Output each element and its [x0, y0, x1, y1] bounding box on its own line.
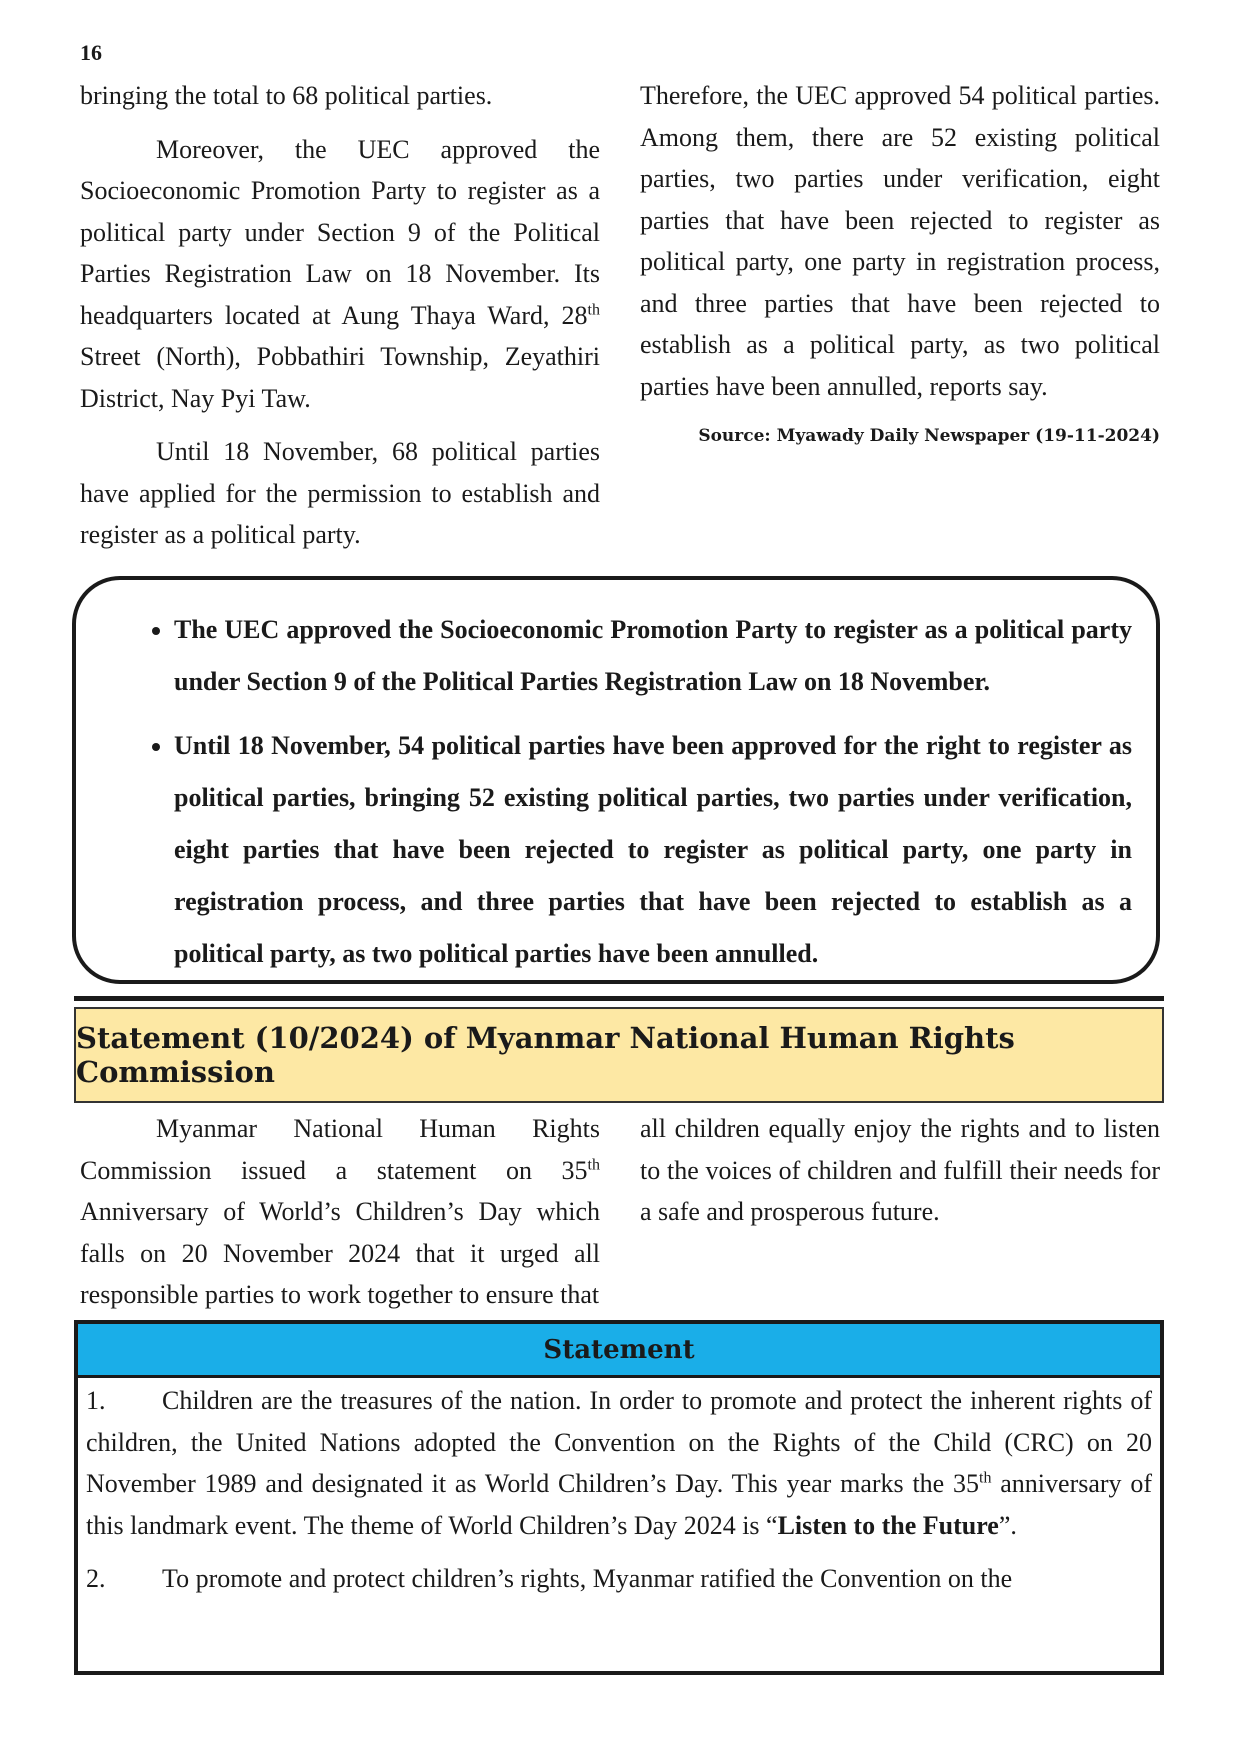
article-paragraph: Therefore, the UEC approved 54 political parties. Among them, there are 52 existing political parties, two parties under verification, eight parties that have been rejected to register as political party, one party in registration process, and three parties that have been rejected to establish as a political party, as two political parties have been annulled, reports say. — [640, 81, 1160, 401]
key-point: • The UEC approved the Socioeconomic Promotion Party to register as a political party under Section 9 of the Political Parties Registration Law on 18 November. — [174, 604, 1132, 708]
item-number: 2. — [86, 1564, 106, 1593]
article-column-left — [80, 75, 600, 556]
item-number: 1. — [86, 1386, 106, 1415]
statement-header: Statement — [78, 1324, 1160, 1378]
section-divider — [74, 996, 1164, 1001]
statement-item: 1. Children are the treasures of the nation. In order to promote and protect the inherent rights of children, the United Nations adopted the Convention on the Rights of the Child (CRC) on 20 November 1989 and designated it as World Children’s Day. This year marks the 35th anniversary of this landmark event. The theme of World Children’s Day 2024 is “Listen to the Future”. — [86, 1380, 1152, 1546]
article-paragraph: Moreover, the UEC approved the Socioeconomic Promotion Party to register as a political party under Section 9 of the Political Parties Registration Law on 18 November. Its headquarters located at Aung Thaya Ward, 28th Street (North), Pobbathiri Township, Zeyathiri District, Nay Pyi Taw. — [80, 134, 600, 413]
article-column-right — [640, 1108, 1160, 1233]
key-point: • Until 18 November, 54 political parties have been approved for the right to register as political parties, bringing 52 existing political parties, two parties under verification, eight parties that have been rejected to register as political party, one party in registration process, and three parties that have been rejected to establish as a political party, as two political parties have been annulled. — [174, 720, 1132, 980]
section-title: Statement (10/2024) of Myanmar National Human Rights Commission — [74, 1007, 1164, 1103]
statement-item: 2. To promote and protect children’s rights, Myanmar ratified the Convention on the — [86, 1558, 1152, 1600]
article-paragraph: bringing the total to 68 political parties. — [80, 81, 493, 110]
key-points-box — [72, 576, 1160, 984]
article-column-right — [640, 75, 1160, 447]
statement-box — [74, 1320, 1164, 1675]
article-paragraph-continued: all children equally enjoy the rights and to listen to the voices of children and fulfill their needs for a safe and prosperous future. — [640, 1114, 1160, 1226]
article-paragraph: Until 18 November, 68 political parties have applied for the permission to establish and register as a political party. — [80, 437, 600, 549]
source-citation: Source: Myawady Daily Newspaper (19-11-2024) — [698, 426, 1160, 446]
page-number: 16 — [80, 40, 102, 65]
article-column-left — [80, 1108, 600, 1316]
article-paragraph: Myanmar National Human Rights Commission issued a statement on 35th Anniversary of World’s Children’s Day which falls on 20 November 2024 that it urged all responsible parties to work together to ensure that — [80, 1114, 600, 1309]
